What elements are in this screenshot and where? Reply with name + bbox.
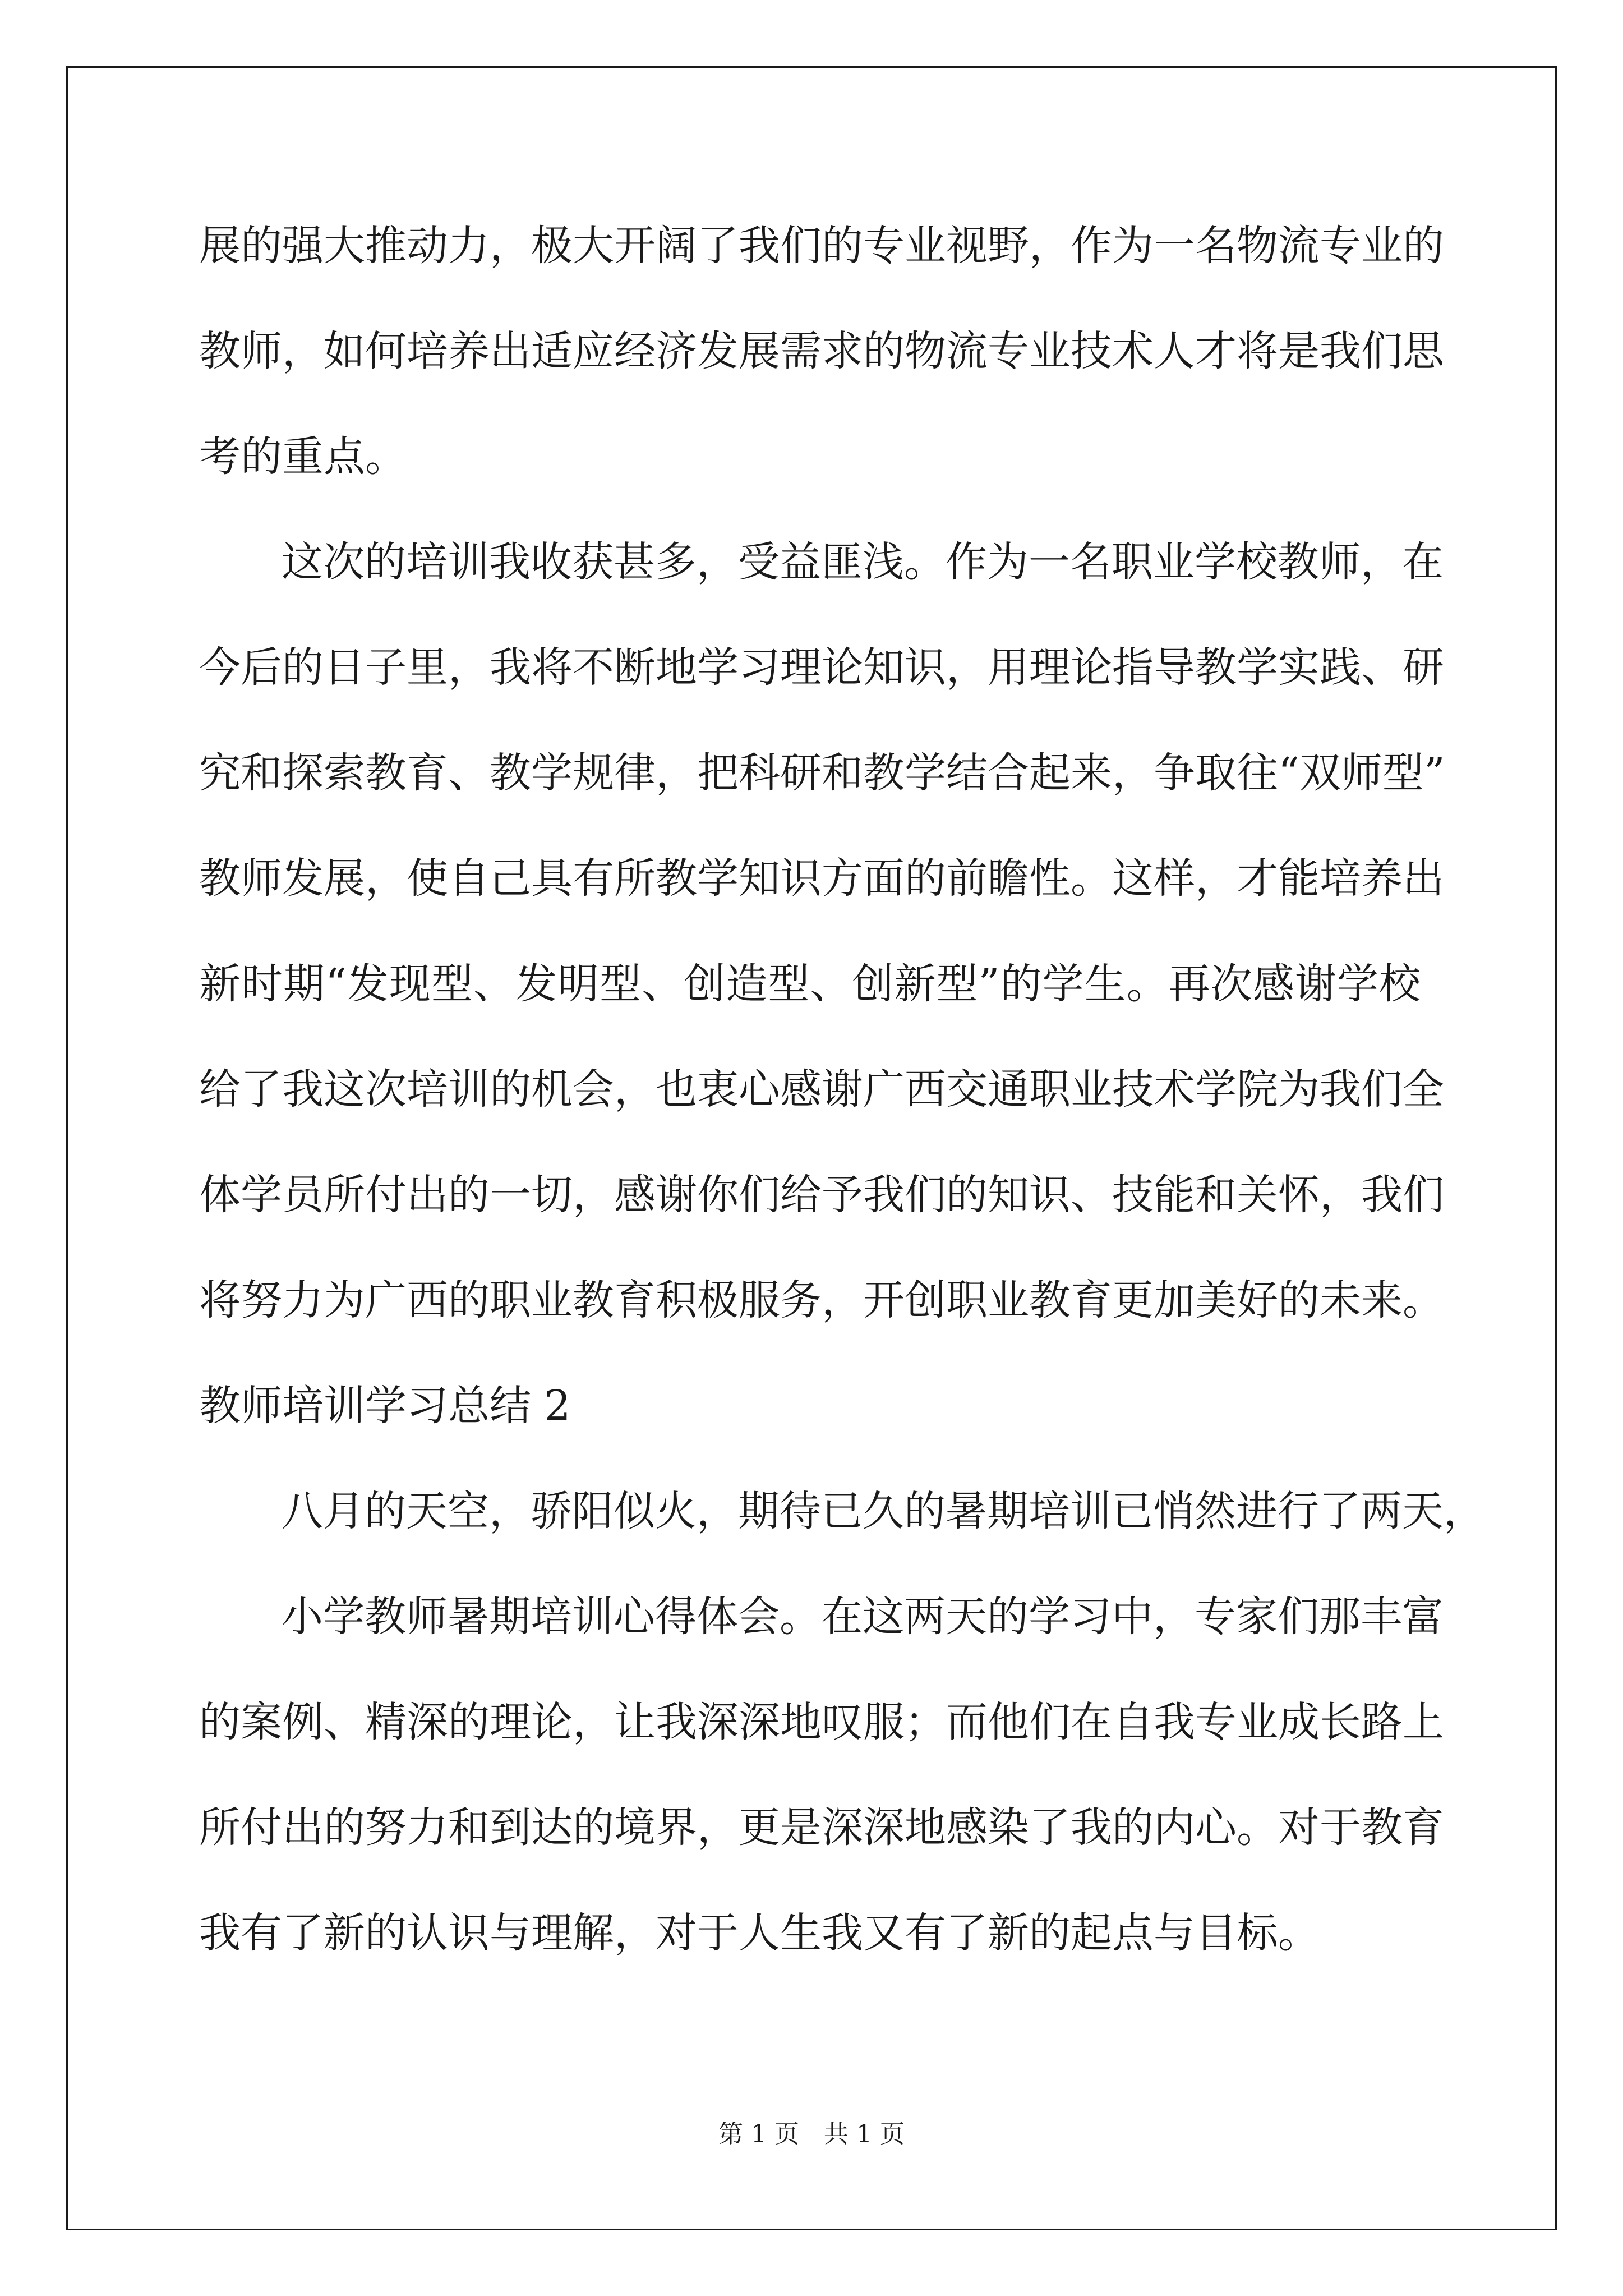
text-line: 究和探索教育、教学规律，把科研和教学结合起来，争取往“双师型” [199,749,1445,797]
text-line: 考的重点。 [199,432,407,481]
text-line: 展的强大推动力，极大开阔了我们的专业视野，作为一名物流专业的 [199,222,1444,270]
page-number: 第 1 页 共 1 页 [718,2120,905,2148]
text-line: 的案例、精深的理论，让我深深地叹服；而他们在自我专业成长路上 [199,1698,1444,1746]
text-line: 所付出的努力和到达的境界，更是深深地感染了我的内心。对于教育 [199,1803,1444,1852]
text-line: 八月的天空，骄阳似火，期待已久的暑期培训已悄然进行了两天， [282,1487,1485,1535]
text-line: 体学员所付出的一切，感谢你们给予我们的知识、技能和关怀，我们 [199,1171,1444,1219]
text-line: 教师发展，使自己具有所教学知识方面的前瞻性。这样，才能培养出 [199,854,1444,903]
section-heading: 教师培训学习总结 2 [199,1382,571,1430]
text-line: 教师，如何培养出适应经济发展需求的物流专业技术人才将是我们思 [199,327,1444,375]
text-line: 给了我这次培训的机会，也衷心感谢广西交通职业技术学院为我们全 [199,1065,1444,1114]
text-line: 我有了新的认识与理解，对于人生我又有了新的起点与目标。 [199,1909,1320,1957]
text-line: 小学教师暑期培训心得体会。在这两天的学习中，专家们那丰富 [282,1593,1444,1641]
text-line: 将努力为广西的职业教育积极服务，开创职业教育更加美好的未来。 [199,1276,1444,1324]
text-line: 这次的培训我收获甚多，受益匪浅。作为一名职业学校教师，在 [282,538,1444,586]
text-line: 今后的日子里，我将不断地学习理论知识，用理论指导教学实践、研 [199,643,1444,692]
text-line: 新时期“发现型、发明型、创造型、创新型”的学生。再次感谢学校 [199,960,1421,1008]
